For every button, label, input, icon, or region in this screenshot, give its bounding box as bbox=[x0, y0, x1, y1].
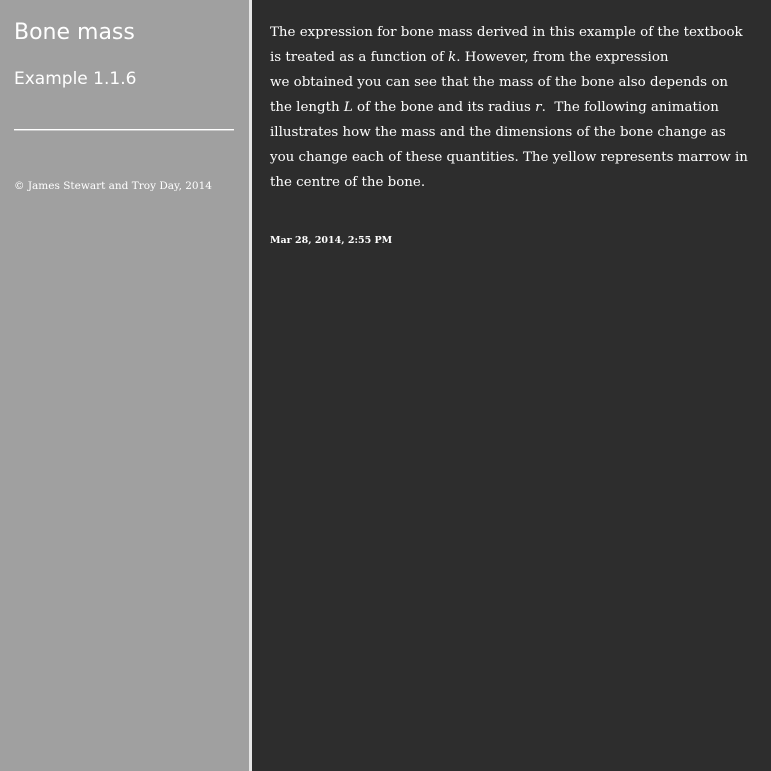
variable-L: L bbox=[343, 100, 353, 115]
description-paragraph bbox=[270, 20, 765, 195]
paragraph-line: the centre of the bone. bbox=[270, 175, 426, 190]
sidebar-divider bbox=[14, 129, 234, 131]
paragraph-line: illustrates how the mass and the dimensions of the bone change as bbox=[270, 125, 726, 140]
paragraph-line bbox=[270, 45, 765, 70]
page-title: Bone mass bbox=[14, 20, 135, 45]
paragraph-line: The expression for bone mass derived in this example of the textbook bbox=[270, 25, 743, 40]
timestamp: Mar 28, 2014, 2:55 PM bbox=[270, 235, 393, 246]
text-run: . The following animation bbox=[541, 100, 719, 115]
variable-r: r bbox=[535, 100, 542, 115]
text-run: is treated as a function of bbox=[270, 50, 449, 65]
text-run: . However, from the expression bbox=[456, 50, 669, 65]
paragraph-line: we obtained you can see that the mass of the bone also depends on bbox=[270, 75, 729, 90]
paragraph-line: you change each of these quantities. The yellow represents marrow in bbox=[270, 150, 748, 165]
main-content bbox=[270, 20, 765, 195]
example-number: Example 1.1.6 bbox=[14, 69, 137, 89]
text-run: of the bone and its radius bbox=[352, 100, 536, 115]
paragraph-line bbox=[270, 95, 765, 120]
variable-k: k bbox=[448, 50, 457, 65]
copyright-notice: © James Stewart and Troy Day, 2014 bbox=[14, 180, 212, 192]
sidebar bbox=[0, 0, 249, 771]
text-run: the length bbox=[270, 100, 344, 115]
sidebar-border bbox=[249, 0, 252, 771]
